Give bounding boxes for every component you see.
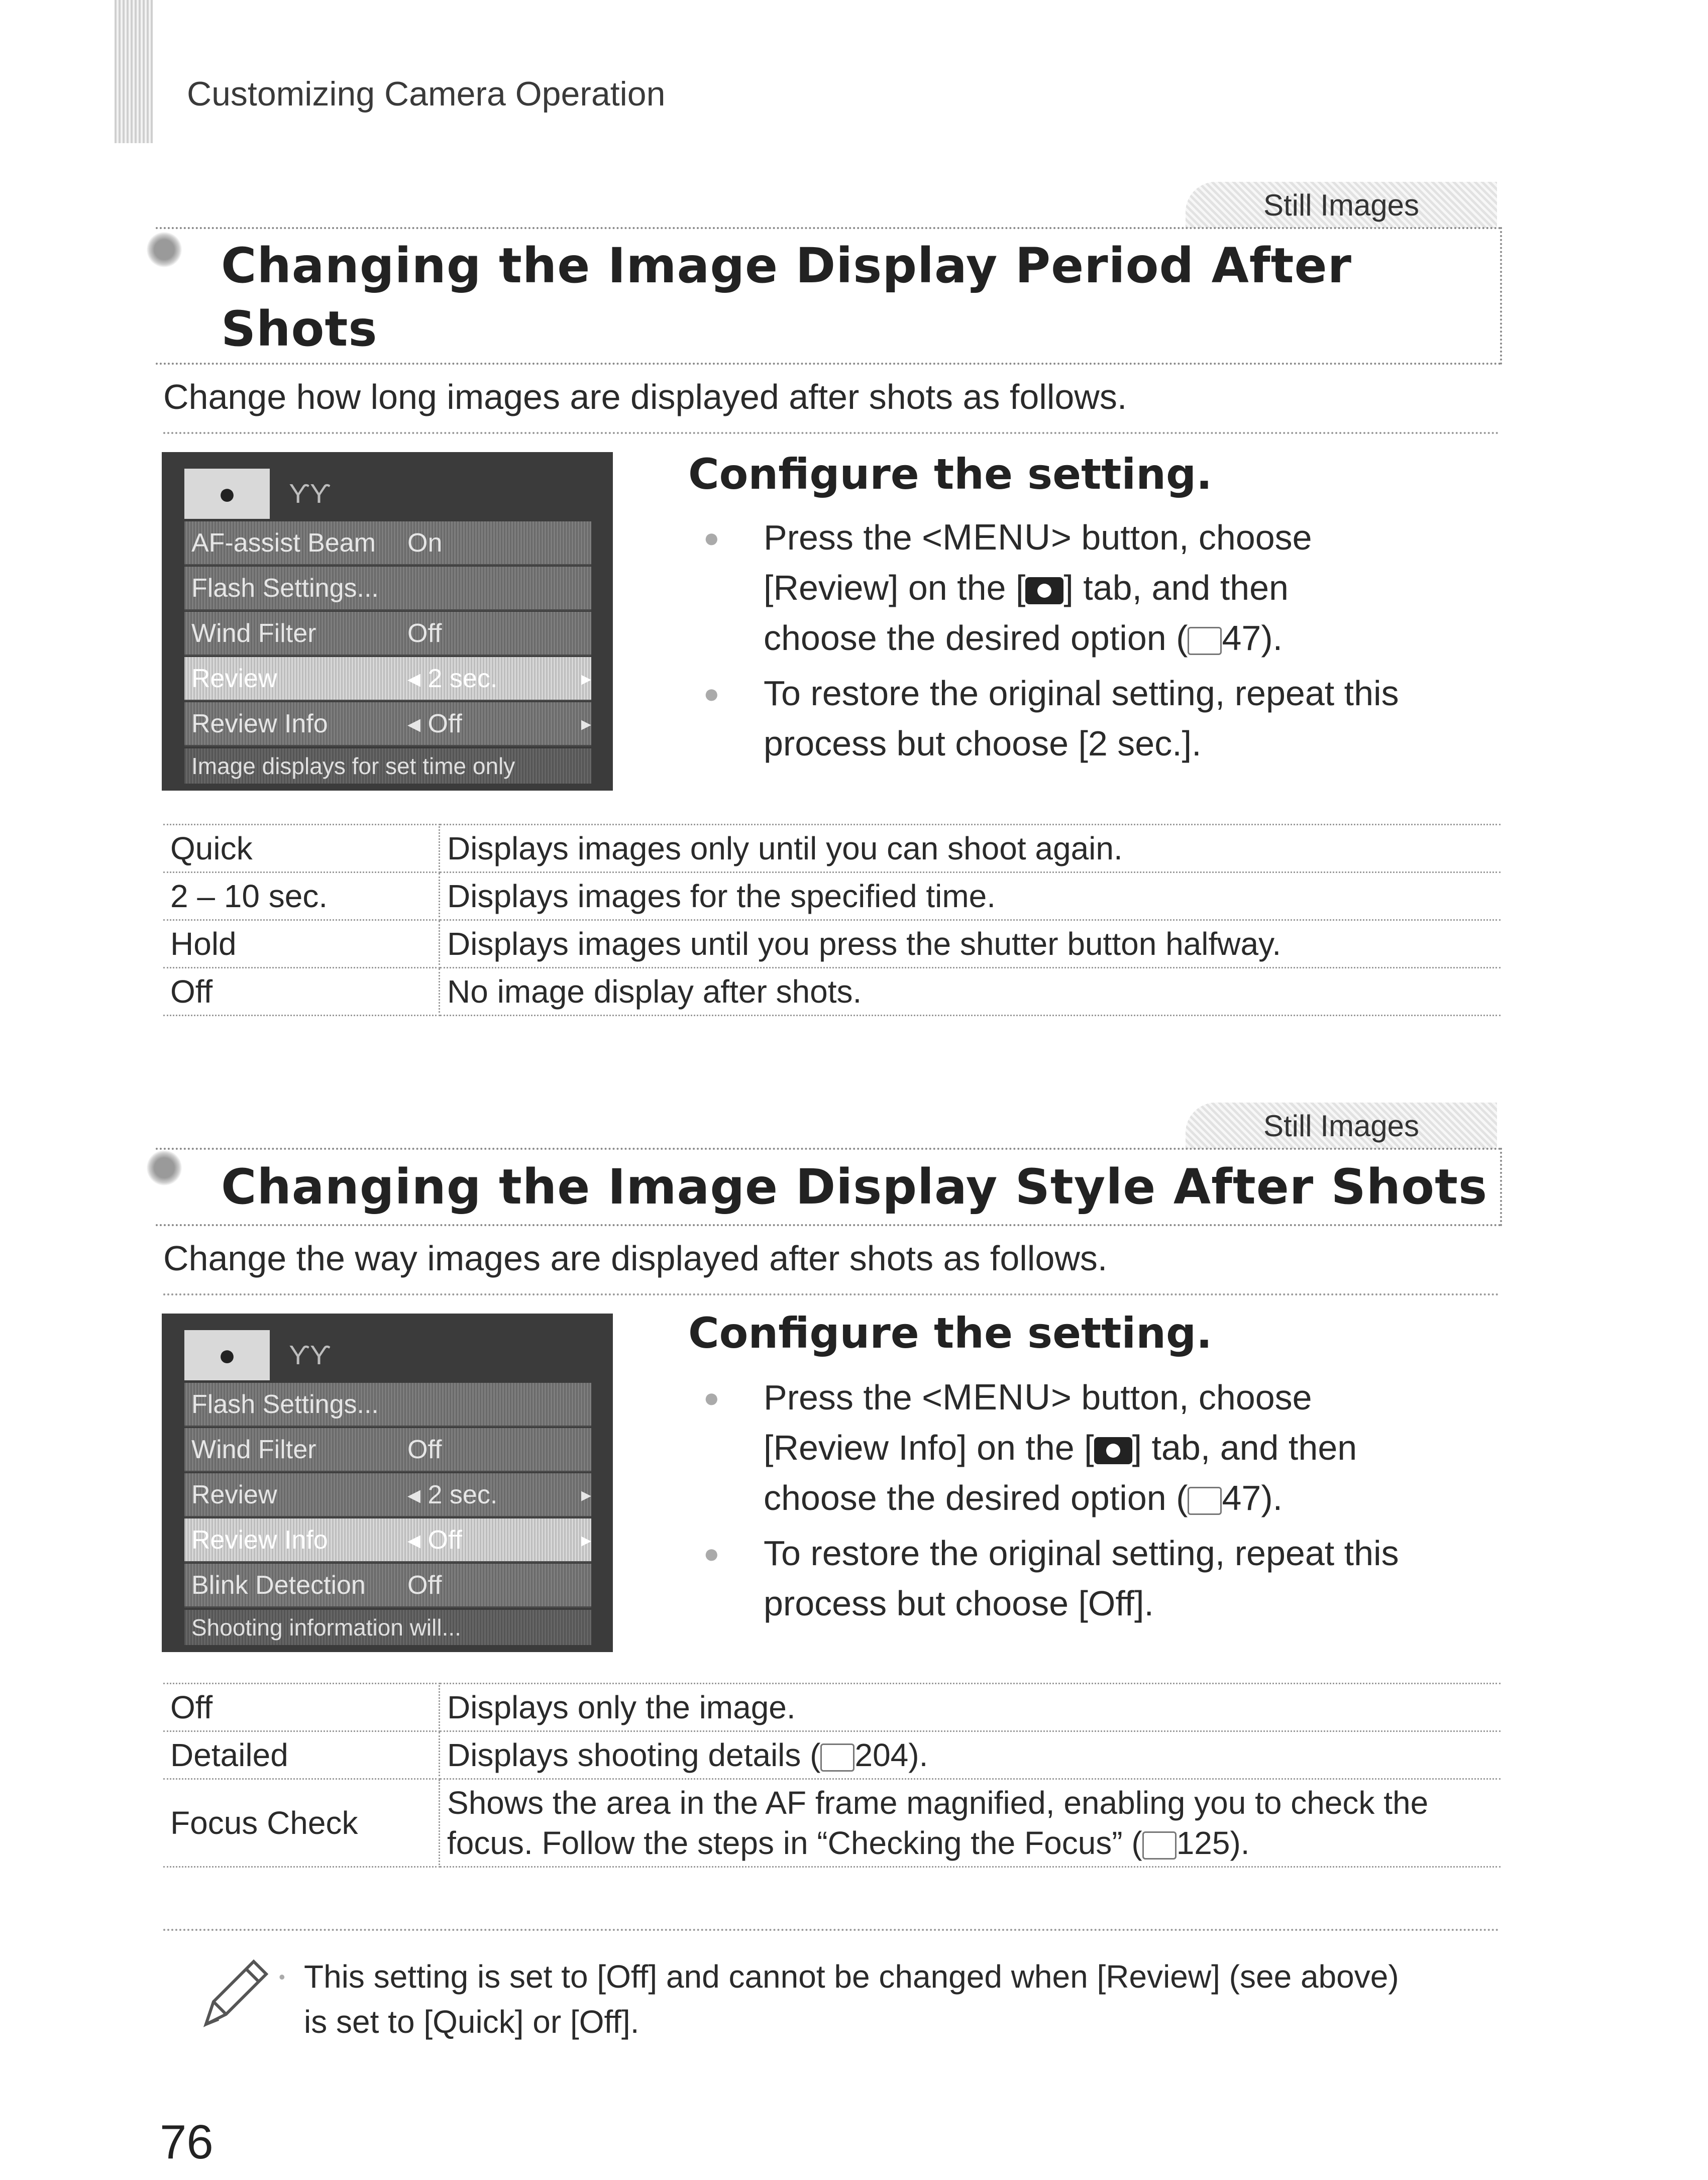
running-header: Customizing Camera Operation [187,75,666,113]
still-images-tag-label: Still Images [1263,1109,1420,1143]
section-title: Changing the Image Display Style After Shots [221,1159,1488,1215]
step-instruction [764,668,1497,769]
camera-icon [1094,1437,1132,1464]
menu-tabs [184,1329,350,1381]
bullet-icon: ● [703,679,720,709]
option-desc [440,1731,1501,1779]
menu-row-arrow: ▸ [581,667,591,690]
menu-row-label: Review [191,664,277,693]
text: is set to [Quick] or [Off]. [304,2004,639,2040]
text: > button, choose [1051,1378,1312,1417]
option-desc [440,1779,1501,1867]
still-images-tag [1186,1103,1497,1149]
text: To restore the original setting, repeat this [764,1534,1399,1573]
text: choose the desired option ( [764,1478,1188,1517]
menu-row-label: Blink Detection [191,1570,366,1600]
text: choose the desired option ( [764,618,1188,658]
option-key: 2 – 10 sec. [163,873,440,920]
menu-row [184,612,591,656]
book-reference-icon [1142,1831,1177,1860]
menu-row-label: Flash Settings... [191,573,379,603]
book-reference-icon [820,1743,855,1772]
page-number: 76 [160,2115,214,2169]
option-key: Focus Check [163,1779,440,1867]
text: focus. Follow the steps in “Checking the Focus” ( [447,1825,1142,1861]
table-row [163,1779,1501,1867]
step-heading: Configure the setting. [688,1309,1213,1358]
setup-tab-icon: ƳƳ [289,478,331,509]
setup-tab-icon: ƳƳ [289,1340,331,1370]
table-row [163,1731,1501,1779]
option-desc: Displays images for the specified time. [440,873,1501,920]
book-reference-icon [1188,1487,1222,1515]
menu-row-value: Off [407,1435,442,1464]
text: ). [1261,1478,1283,1517]
camera-tab-icon: ● [184,1330,270,1380]
step-instruction [764,512,1497,663]
menu-row-arrow: ▸ [581,1529,591,1551]
option-key: Hold [163,920,440,968]
menu-row-label: AF-assist Beam [191,528,376,558]
bullet-icon: ● [703,1539,720,1569]
text: ). [1230,1825,1250,1861]
table-row [163,968,1501,1016]
option-key: Off [163,1684,440,1731]
text: ] tab, and then [1063,568,1289,607]
pencil-icon [196,1949,271,2034]
menu-tabs [184,467,350,520]
menu-row-label: Flash Settings... [191,1389,379,1419]
menu-row [184,1383,591,1427]
text: [Review] on the [ [764,568,1026,607]
menu-row-label: Review Info [191,709,328,738]
menu-row-label: Review Info [191,1525,328,1555]
text: ] tab, and then [1132,1428,1357,1467]
text: Displays shooting details ( [447,1737,821,1773]
page-reference: 204 [855,1737,909,1773]
options-table [163,824,1501,1016]
still-images-tag [1186,182,1497,228]
section-title-line: Shots [221,301,378,357]
bullet-icon: ● [703,523,720,553]
text: > button, choose [1051,518,1312,557]
page-reference: 47 [1222,1478,1261,1517]
option-desc: Displays images only until you can shoot again. [440,825,1501,873]
option-desc: No image display after shots. [440,968,1501,1016]
menu-row [184,1564,591,1608]
section-marker-icon [147,1150,182,1185]
options-table [163,1683,1501,1868]
menu-row-value: ◂ Off [407,709,462,738]
option-key: Quick [163,825,440,873]
menu-hint: Shooting information will... [184,1610,591,1645]
page-reference: 125 [1176,1825,1230,1861]
still-images-tag-label: Still Images [1263,188,1420,222]
camera-menu-screenshot [162,452,613,791]
text: process but choose [Off]. [764,1584,1154,1623]
camera-tab-icon: ● [184,469,270,519]
menu-row-value: Off [407,1570,442,1600]
menu-row-arrow: ▸ [581,1483,591,1506]
note-text [304,1954,1500,2044]
menu-row-label: Review [191,1480,277,1509]
menu-key: MENU [942,517,1051,558]
option-key: Off [163,968,440,1016]
text: To restore the original setting, repeat this [764,674,1399,713]
book-reference-icon [1188,627,1222,655]
table-row [163,873,1501,920]
menu-row [184,1473,591,1517]
menu-row [184,567,591,611]
section-marker-icon [147,232,182,267]
menu-row-value: Off [407,618,442,648]
menu-row-value: ◂ 2 sec. [407,664,498,693]
table-row [163,1684,1501,1731]
text: process but choose [2 sec.]. [764,724,1202,763]
text: This setting is set to [Off] and cannot be changed when [Review] (see above) [304,1958,1399,1995]
step-instruction [764,1372,1497,1523]
step-heading: Configure the setting. [688,450,1213,499]
option-key: Detailed [163,1731,440,1779]
menu-row-label: Wind Filter [191,618,316,648]
divider [163,1929,1500,1931]
text: Press the < [764,1378,943,1417]
text: Shows the area in the AF frame magnified, enabling you to check the [447,1785,1429,1821]
section-title-line: Changing the Image Display Period After [221,238,1352,294]
menu-key: MENU [942,1377,1051,1418]
header-bar [115,0,153,143]
text: ). [1261,618,1283,658]
menu-row-value: On [407,528,443,558]
section-title [221,234,1352,361]
menu-row-value: ◂ 2 sec. [407,1480,498,1509]
divider [163,1293,1500,1295]
menu-row [184,521,591,566]
menu-row-arrow: ▸ [581,712,591,735]
menu-row-value: ◂ Off [407,1525,462,1555]
text: Press the < [764,518,943,557]
menu-row-selected [184,657,591,701]
table-row [163,825,1501,873]
note-bullet: • [279,1967,285,1987]
step-instruction [764,1528,1497,1628]
menu-row-selected [184,1518,591,1563]
table-row [163,920,1501,968]
menu-row [184,1428,591,1472]
page-reference: 47 [1222,618,1261,658]
option-desc: Displays only the image. [440,1684,1501,1731]
menu-row [184,702,591,746]
menu-row-label: Wind Filter [191,1435,316,1464]
bullet-icon: ● [703,1383,720,1413]
text: ). [908,1737,928,1773]
menu-hint: Image displays for set time only [184,748,591,784]
section-intro: Change how long images are displayed after shots as follows. [163,377,1127,416]
text: [Review Info] on the [ [764,1428,1094,1467]
section-intro: Change the way images are displayed after shots as follows. [163,1239,1108,1278]
camera-menu-screenshot [162,1314,613,1652]
divider [163,432,1500,434]
option-desc: Displays images until you press the shutter button halfway. [440,920,1501,968]
camera-icon [1025,577,1063,604]
